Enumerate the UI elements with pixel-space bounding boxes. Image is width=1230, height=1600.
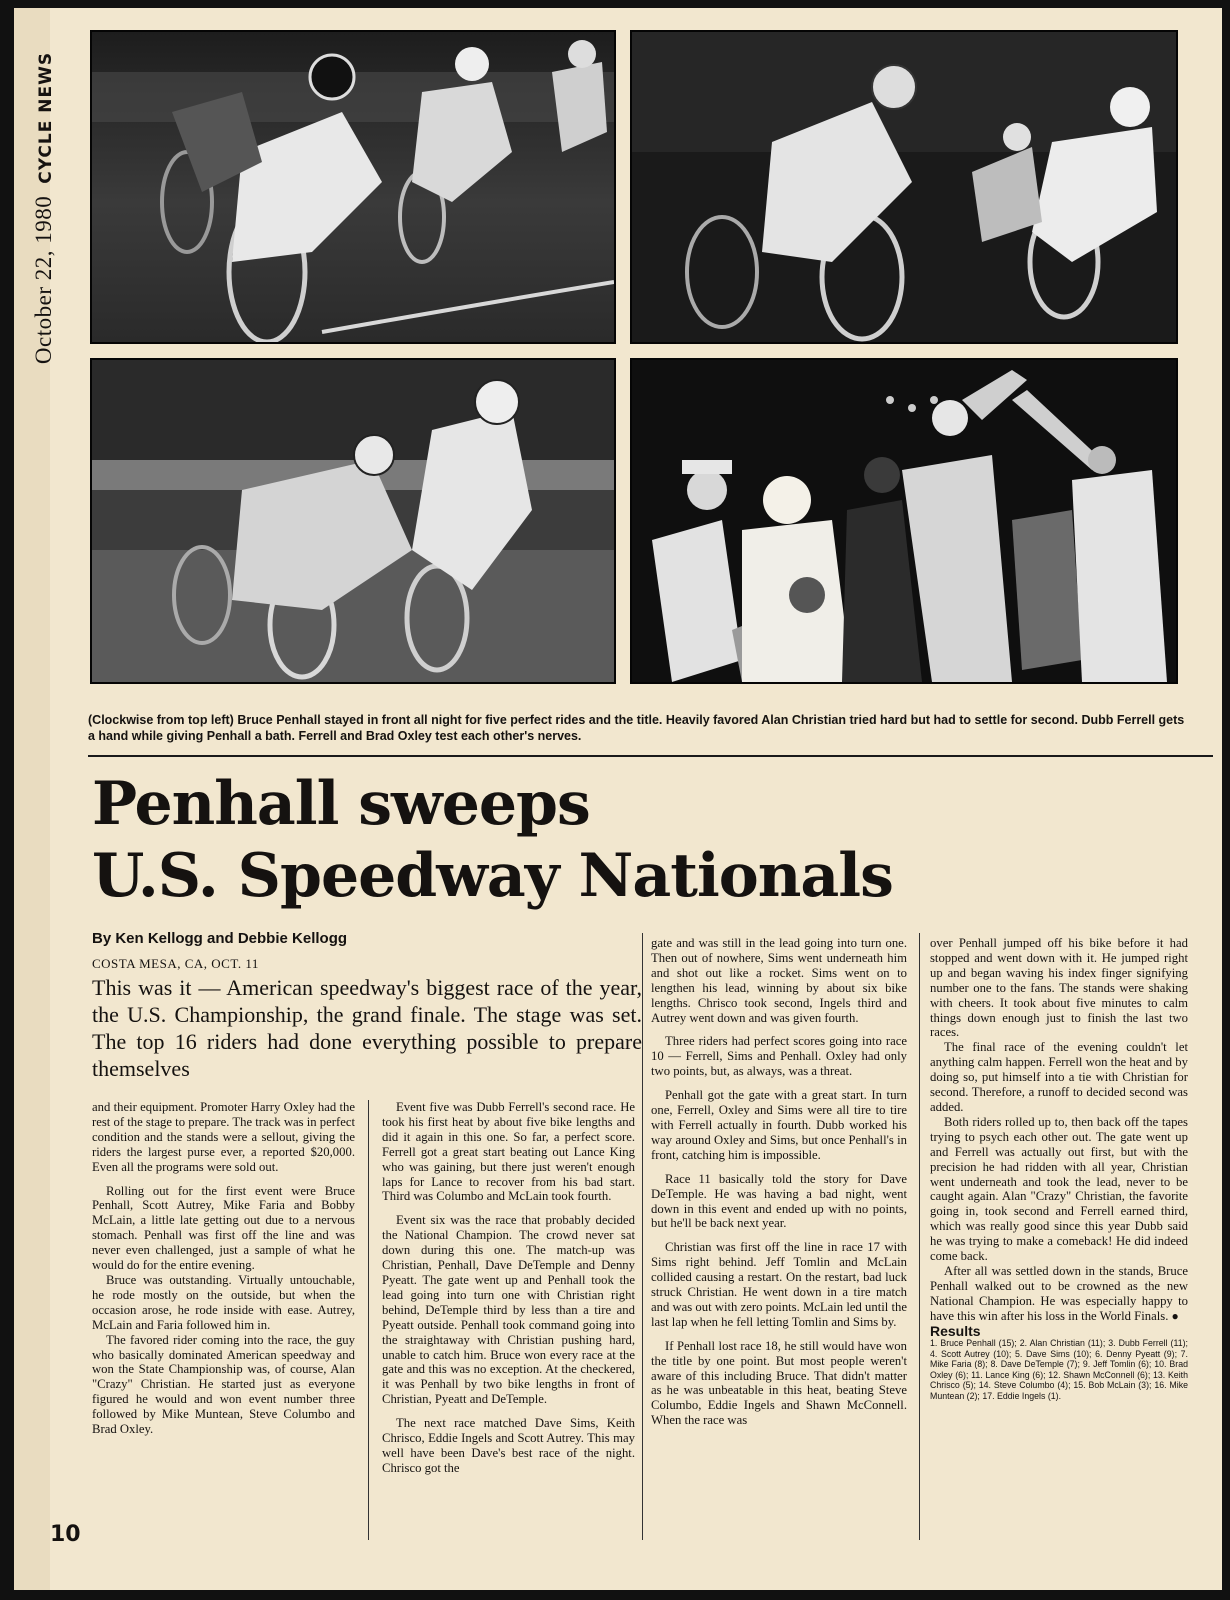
article-paragraph: Rolling out for the first event were Bruce Penhall, Scott Autrey, Mike Faria and Bobby McLain, a little late getting out due to a nervous stomach. Penhall was first off the line and was never even challenged, just a sample of what he would do for the entire evening. [92,1183,355,1273]
photo-caption: (Clockwise from top left) Bruce Penhall stayed in front all night for five perfect rides and the title. Heavily favored Alan Christian tried hard but had to settle for second. Dubb Ferrell gets a hand while giving Penhall a bath. Ferrell and Brad Oxley test each other's nerves. [88,713,1185,743]
article-paragraph: and their equipment. Promoter Harry Oxley had the rest of the stage to prepare. The track was in perfect condition and the stands were a sellout, giving the riders the largest purse ever, a reported $20,000. Even all the programs were sold out. [92,1100,355,1174]
photo-top-right [630,30,1178,344]
article-paragraph: Three riders had perfect scores going into race 10 — Ferrell, Sims and Penhall. Oxley had only two points, but, as always, was a threat. [651,1034,907,1079]
photo-bottom-left [90,358,616,684]
byline: By Ken Kellogg and Debbie Kellogg [92,930,348,947]
issue-date: October 22, 1980 [31,195,56,365]
page-number: 10 [50,1522,81,1547]
results-list: 1. Bruce Penhall (15); 2. Alan Christian (11); 3. Dubb Ferrell (11); 4. Scott Autrey (10); 5. Dave Sims (10); 6. Denny Pyeatt (9); 7. Mike Faria (8); 8. Dave DeTemple (7); 9. Jeff Tomlin (6); 10. Brad Oxley (6); 11. Lance King (6); 12. Shawn McConnell (6); 13. Keith Chrisco (5); 14. Steve Columbo (4); 15. Bob McLain (3); 16. Mike Muntean (2); 17. Eddie Ingels (1). [930,1338,1188,1401]
article-paragraph: Race 11 basically told the story for Dave DeTemple. He was having a bad night, went down in this event and ended up with no points, but he'll be back next year. [651,1171,907,1231]
article-paragraph: The favored rider coming into the race, the guy who basically dominated American speedway and won the State Championship was, of course, Alan "Crazy" Christian. He started just as everyone figured he would and won event number three followed by Mike Muntean, Steve Columbo and Brad Oxley. [92,1332,355,1437]
article-column-1 [92,1100,355,1437]
article-paragraph: gate and was still in the lead going into turn one. Then out of nowhere, Sims went underneath him and shot out like a rocket. Sims went on to lengthen his lead, winning by about six bike lengths. Chrisco took second, Ingels third and Autrey went down and was given fourth. [651,936,907,1025]
headline-line-1: Penhall sweeps [92,769,590,839]
photo-top-left [90,30,616,344]
article-paragraph: The next race matched Dave Sims, Keith Chrisco, Eddie Ingels and Scott Autrey. This may well have been Dave's best race of the night. Chrisco got the [382,1416,635,1475]
racing-riders-photo-icon [92,360,614,682]
section-divider [88,755,1213,757]
end-mark-icon: ● [1171,1308,1179,1323]
article-column-3 [651,936,907,1428]
column-rule [642,933,643,1540]
article-paragraph: Bruce was outstanding. Virtually untouchable, he rode mostly on the outside, but when the occasion arose, he rode inside with ease. Autrey, McLain and Faria followed him in. [92,1272,355,1332]
column-rule [368,1100,369,1540]
newspaper-page [14,8,1222,1590]
article-column-2 [382,1100,635,1476]
photo-bottom-right [630,358,1178,684]
article-paragraph: The final race of the evening couldn't let anything calm happen. Ferrell won the heat and by doing so, put himself into a tie with Christian for second. Therefore, a runoff to decided second was added. [930,1040,1188,1114]
victory-celebration-photo-icon [632,360,1176,682]
column-rule [919,933,920,1540]
masthead [22,28,66,388]
article-paragraph: Both riders rolled up to, then back off the tapes trying to psych each other out. The gate went up and Ferrell was actually out first, but with the precision he had ridden with all year, Christian went underneath and took the lead, never to be caught again. Alan "Crazy" Christian, the favorite going in, took second and Ferrell earned third, which was really good since this year Dubb said he was trying to make a comeback! He did indeed come back. [930,1114,1188,1264]
article-paragraph: Event five was Dubb Ferrell's second race. He took his first heat by about five bike lengths and did it again in this one. So far, a perfect score. Ferrell got a great start beating out Lance King who was gaining, but there just weren't enough laps for Lance to recover from his bad start. Third was Columbo and McLain took fourth. [382,1100,635,1204]
article-paragraph: Penhall got the gate with a great start. In turn one, Ferrell, Oxley and Sims were all tire to tire with Ferrell actually in fourth. Dubb worked his way around Oxley and Sims, but once Penhall's in front, catching him is impossible. [651,1088,907,1162]
article-paragraph: If Penhall lost race 18, he still would have won the title by one point. But most people weren't aware of this including Bruce. That didn't matter as he was unbeatable in this heat, beating Steve Columbo, Eddie Ingels and Shawn McConnell. When the race was [651,1338,907,1428]
article-paragraph: Christian was first off the line in race 17 with Sims right behind. Jeff Tomlin and McLain collided causing a restart. On the restart, bad luck struck Christian. He went down in a tire match and was out with zero points. McLain led until the last lap when he fell letting Tomlin and Sims by. [651,1240,907,1329]
racing-riders-photo-icon [632,32,1176,342]
publication-name: CYCLE NEWS [36,51,56,184]
article-paragraph [930,1264,1188,1324]
article-paragraph: over Penhall jumped off his bike before it had stopped and went down with it. He jumped right up and began waving his index finger signifying number one to the fans. The stands were shaking with cheers. It took about five minutes to calm things down enough just to finish the last two races. [930,936,1188,1040]
article-column-4 [930,936,1188,1401]
dateline: COSTA MESA, CA, OCT. 11 [92,956,259,971]
results-heading: Results [930,1322,981,1339]
lede-paragraph: This was it — American speedway's biggest race of the year, the U.S. Championship, the grand finale. The stage was set. The top 16 riders had done everything possible to prepare themselves [92,975,642,1081]
racing-riders-photo-icon [92,32,614,342]
headline-line-2: U.S. Speedway Nationals [92,841,893,911]
article-paragraph-text: After all was settled down in the stands, Bruce Penhall walked out to be crowned as the new National Champion. He was especially happy to have this win after his loss in the World Finals. [930,1263,1188,1323]
article-paragraph: Event six was the race that probably decided the National Champion. The crowd never sat down during this one. The match-up was Christian, Penhall, Dave DeTemple and Denny Pyeatt. The gate went up and Penhall took the lead going into turn one with Christian right behind, DeTemple third by less than a tire and Pyeatt outside. Penhall took command going into the straightaway with Christian pushing hard, unable to catch him. Bruce won every race at the gate and this was no exception. At the checkered, it was Penhall by two bike lengths in front of Christian, Pyeatt and DeTemple. [382,1213,635,1407]
headline [92,768,992,912]
